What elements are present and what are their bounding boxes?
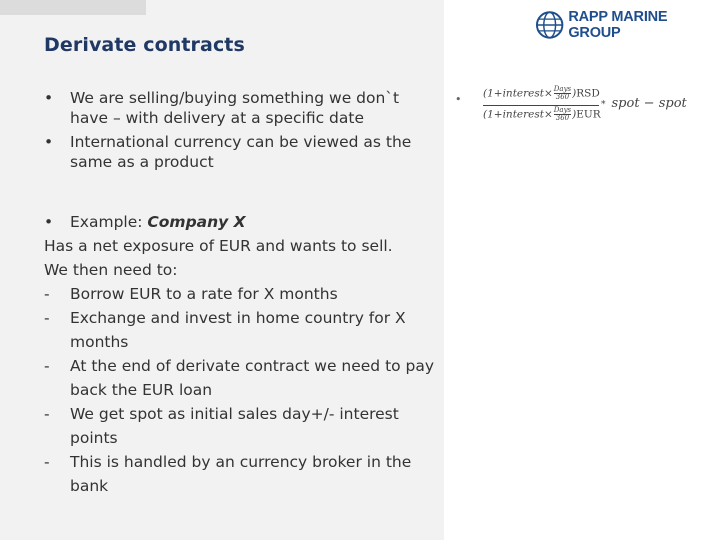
days-label: Days bbox=[553, 85, 572, 93]
globe-icon bbox=[535, 10, 564, 40]
bullet-dot-icon: • bbox=[44, 213, 54, 231]
logo-text: RAPP MARINE GROUP bbox=[568, 9, 668, 41]
dash-item bbox=[44, 354, 436, 402]
example-prefix: Example: bbox=[70, 213, 148, 231]
days-label: Days bbox=[553, 106, 572, 114]
days-divisor: 360 bbox=[555, 93, 570, 101]
numerator-currency: RSD bbox=[576, 87, 600, 100]
dash-marker: - bbox=[44, 285, 50, 303]
formula-operator: * bbox=[601, 100, 606, 110]
formula-bullet: • bbox=[455, 93, 462, 106]
slide-title: Derivate contracts bbox=[44, 34, 245, 56]
body-line: Has a net exposure of EUR and wants to sell. bbox=[44, 237, 393, 255]
example-company: Company X bbox=[147, 213, 246, 231]
dash-item bbox=[44, 450, 436, 498]
dash-text: At the end of derivate contract we need to pay back the EUR loan bbox=[70, 357, 435, 399]
top-tab-decoration bbox=[0, 0, 146, 15]
days-divisor: 360 bbox=[555, 114, 570, 122]
forward-rate-formula bbox=[455, 86, 705, 126]
formula-fraction bbox=[483, 86, 599, 125]
dash-text: We get spot as initial sales day+/- interest points bbox=[70, 405, 399, 447]
dash-marker: - bbox=[44, 357, 50, 375]
example-bullet bbox=[44, 210, 436, 234]
company-logo bbox=[535, 10, 720, 40]
body-line: We then need to: bbox=[44, 261, 178, 279]
example-block bbox=[44, 210, 436, 498]
dash-marker: - bbox=[44, 405, 50, 423]
numerator-prefix: (1+interest× bbox=[483, 87, 553, 100]
bullet-dot-icon: • bbox=[44, 133, 54, 151]
formula-tail bbox=[601, 96, 687, 111]
days-fraction bbox=[554, 107, 571, 122]
formula-tail-text: spot − spot bbox=[611, 96, 687, 111]
days-fraction bbox=[554, 86, 571, 101]
fraction-bar bbox=[483, 105, 599, 106]
dash-text: Exchange and invest in home country for X months bbox=[70, 309, 406, 351]
dash-text: Borrow EUR to a rate for X months bbox=[70, 285, 338, 303]
bullet-text: International currency can be viewed as the same as a product bbox=[70, 133, 412, 171]
dash-item bbox=[44, 282, 436, 306]
denominator-suffix: ) bbox=[572, 108, 577, 121]
bullet-list bbox=[44, 88, 436, 176]
denominator-currency: EUR bbox=[576, 108, 601, 121]
bullet-dot-icon: • bbox=[44, 89, 54, 107]
bullet-item bbox=[44, 88, 436, 128]
denominator-prefix: (1+interest× bbox=[483, 108, 553, 121]
dash-text: This is handled by an currency broker in the bank bbox=[70, 453, 412, 495]
dash-marker: - bbox=[44, 453, 50, 471]
dash-marker: - bbox=[44, 309, 50, 327]
dash-item bbox=[44, 306, 436, 354]
dash-item bbox=[44, 402, 436, 450]
numerator-suffix: ) bbox=[572, 87, 577, 100]
bullet-item bbox=[44, 132, 436, 172]
formula-numerator bbox=[483, 86, 599, 104]
formula-denominator bbox=[483, 107, 599, 125]
bullet-text: We are selling/buying something we don`t have – with delivery at a specific date bbox=[70, 89, 400, 127]
